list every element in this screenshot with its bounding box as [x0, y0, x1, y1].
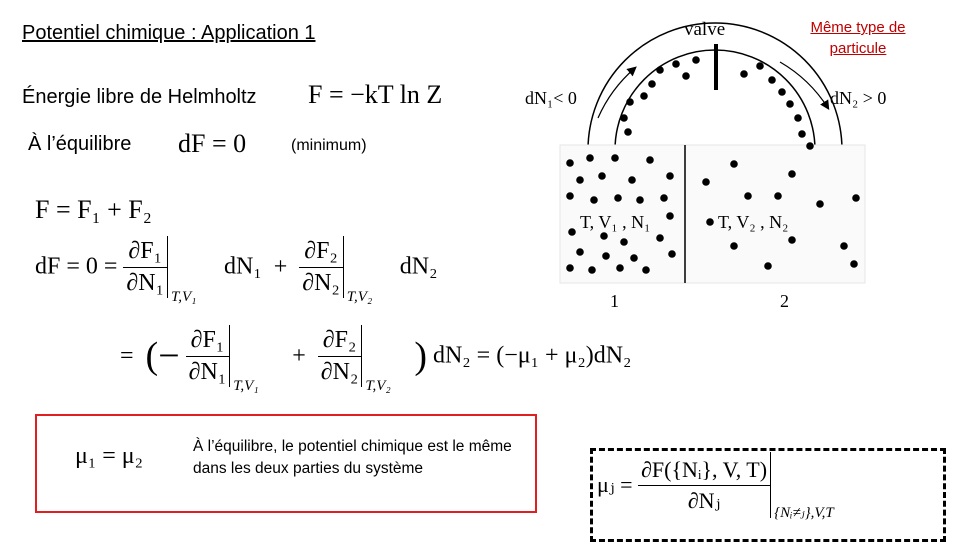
- partial-f2-denominator: ∂N₂: [302, 269, 340, 296]
- definition-lhs: μⱼ =: [597, 472, 633, 497]
- particle-type-note: Même type de particule: [810, 19, 906, 57]
- right-compartment-number: 2: [780, 291, 789, 311]
- left-flow-label: dN₁< 0: [525, 88, 577, 108]
- definition-denominator: ∂Nⱼ: [687, 487, 721, 513]
- right-flow-arrow: [780, 62, 828, 108]
- partial-f2-denominator-2: ∂N₂: [320, 358, 359, 385]
- free-energy-sum: F = F₁ + F₂: [35, 195, 152, 224]
- definition-subscript: {Nᵢ≠ⱼ},V,T: [774, 505, 834, 521]
- partial-f1-fraction: [123, 238, 167, 297]
- evaluation-bar-1: [167, 236, 218, 305]
- two-compartment-diagram: [520, 0, 900, 320]
- evaluation-subscript-2: T,V₂: [346, 289, 373, 305]
- partial-f2-numerator: ∂F₂: [299, 238, 343, 268]
- right-state-label: T, V₂ , N₂: [718, 212, 789, 232]
- left-state-label: T, V₁ , N₁: [580, 212, 651, 232]
- plus-sign: +: [273, 253, 288, 280]
- partial-f2-fraction-2: [318, 327, 362, 386]
- definition-numerator: ∂F({Nᵢ}, V, T): [638, 457, 770, 486]
- equal-potentials-formula: μ₁ = μ₂: [75, 443, 144, 469]
- page-title: Potentiel chimique : Application 1: [22, 22, 316, 44]
- evaluation-bar-4: [361, 325, 408, 394]
- differential-dn1: dN₁: [223, 253, 262, 280]
- differential-lhs: dF = 0 =: [35, 253, 118, 280]
- evaluation-bar-3: [229, 325, 280, 394]
- equals-sign: =: [120, 342, 134, 369]
- left-flow-arrow: [598, 68, 635, 118]
- second-equation: [120, 325, 632, 394]
- evaluation-subscript-4: T,V₂: [365, 378, 391, 394]
- evaluation-subscript-1: T,V₁: [170, 289, 197, 305]
- helmholtz-label: Énergie libre de Helmholtz: [22, 86, 257, 108]
- helmholtz-formula: F = −kT ln Z: [308, 80, 443, 109]
- partial-f1-fraction-2: [186, 327, 230, 386]
- equilibrium-formula: dF = 0: [178, 129, 247, 158]
- differential-equation: [35, 236, 438, 305]
- partial-f2-numerator-2: ∂F₂: [318, 327, 362, 357]
- right-flow-label: dN₂ > 0: [830, 88, 887, 108]
- chemical-potential-difference: dN₂ = (−μ₁ + μ₂)dN₂: [432, 342, 632, 369]
- partial-f1-denominator: ∂N₁: [126, 269, 164, 296]
- left-compartment-number: 1: [610, 291, 619, 311]
- minimum-note: (minimum): [291, 137, 367, 154]
- definition-evaluation-bar: [770, 452, 869, 521]
- partial-f1-numerator-2: ∂F₁: [186, 327, 230, 357]
- partial-f1-numerator: ∂F₁: [123, 238, 167, 268]
- plus-sign-2: +: [292, 342, 306, 369]
- equilibrium-conclusion: À l’équilibre, le potentiel chimique est le même dans les deux parties du système: [193, 438, 512, 477]
- partial-f2-fraction: [299, 238, 343, 297]
- chemical-potential-definition: [597, 452, 869, 521]
- differential-dn2: dN₂: [399, 253, 438, 280]
- close-paren: ): [414, 335, 427, 377]
- equilibrium-label: À l’équilibre: [28, 133, 132, 155]
- open-paren: (−: [145, 335, 180, 377]
- evaluation-bar-2: [343, 236, 394, 305]
- evaluation-subscript-3: T,V₁: [233, 378, 259, 394]
- valve-label: valve: [684, 19, 726, 40]
- partial-f1-denominator-2: ∂N₁: [188, 358, 227, 385]
- definition-fraction: [638, 457, 770, 514]
